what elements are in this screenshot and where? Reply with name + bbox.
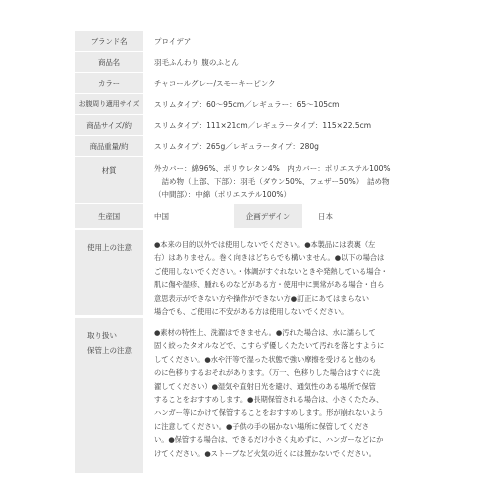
note-line: 固く絞ったタオルなどで、こすらず優しくたたいて汚れを落とすように xyxy=(154,341,385,351)
note-line: 意思表示ができない方や操作ができない方●訂正にあてはまらない xyxy=(154,293,369,303)
spec-row-material xyxy=(75,157,405,204)
spec-row-origin xyxy=(75,204,405,229)
note-line: してください。●水や汗等で湿った状態で強い摩擦を受けると他のも xyxy=(154,354,377,364)
care-notes-label xyxy=(75,318,143,473)
care-notes-text xyxy=(143,318,405,473)
spec-row-waist xyxy=(75,94,405,115)
spec-label: お腹周り適用サイズ xyxy=(75,94,143,114)
spec-label: 生産国 xyxy=(75,204,143,228)
note-line: ●本来の目的以外では使用しないでください。●本製品には表裏（左 xyxy=(154,240,376,249)
spec-value: チャコールグレー/スモーキーピンク xyxy=(143,73,405,93)
note-line: けてください。●ストーブなど火気の近くには置かないでください。 xyxy=(154,448,376,458)
note-line: い。●保管する場合は、できるだけ小さく丸めずに、ハンガーなどにか xyxy=(154,435,384,445)
spec-label: 商品名 xyxy=(75,52,143,72)
care-label-line: 保管上の注意 xyxy=(87,346,132,355)
note-line: 場合でも、ご使用に不安がある方は使用しないでください。 xyxy=(154,307,349,317)
spec-label: 商品重量/約 xyxy=(75,136,143,156)
material-line: （中間部）：中綿（ポリエステル100%） xyxy=(154,190,292,199)
spec-value: スリムタイプ：111×21cm／レギュラータイプ：115×22.5cm xyxy=(143,115,405,135)
note-line: 肌に傷や湿疹、腫れものなどがある方・使用中に異常がある場合・自ら xyxy=(154,280,385,290)
note-line: に注意してください。●子供の手の届かない場所に保管してくださ xyxy=(154,421,369,431)
spec-value: 羽毛ふんわり 腹のふとん xyxy=(143,52,405,72)
spec-value: 中国 xyxy=(154,211,169,221)
note-line: のに色移りするおそれがあります。（万一、色移りした場合はすぐに洗 xyxy=(154,368,381,378)
note-line: 濯してください）●湿気や直射日光を避け、通気性のある場所で保管 xyxy=(154,381,376,391)
usage-notes-label: 使用上の注意 xyxy=(75,230,143,315)
note-line: ハンガー等にかけて保管することをおすすめします。形が崩れないよう xyxy=(154,408,384,418)
care-label-line: 取り扱い xyxy=(87,331,117,340)
material-line: 外カバー：綿96%、ポリウレタン4% 内カバー：ポリエステル100% xyxy=(154,164,391,173)
spec-label: 企画デザイン xyxy=(234,204,302,228)
material-line: 詰め物（上部、下部）：羽毛（ダウン50%、フェザー50%） 詰め物 xyxy=(154,177,390,186)
note-line: ●素材の特性上、洗濯はできません。●汚れた場合は、水に濡らして xyxy=(154,328,376,337)
spec-value: プロイデア xyxy=(143,31,405,51)
spec-value: スリムタイプ：60〜95cm／レギュラー：65〜105cm xyxy=(143,94,405,114)
spec-table xyxy=(75,31,405,229)
usage-notes xyxy=(75,230,405,315)
spec-row-color xyxy=(75,73,405,94)
note-line: 右）はありません。巻く向きはどちらでも構いません。●以下の場合は xyxy=(154,253,385,263)
note-line: することをおすすめします。●長期保管される場合は、小さくたたみ、 xyxy=(154,395,384,405)
care-notes xyxy=(75,318,405,473)
spec-value: スリムタイプ：265g／レギュラータイプ：280g xyxy=(143,136,405,156)
spec-label: カラー xyxy=(75,73,143,93)
spec-row-size xyxy=(75,115,405,136)
spec-row-product xyxy=(75,52,405,73)
spec-label: 商品サイズ/約 xyxy=(75,115,143,135)
usage-notes-text xyxy=(143,230,405,315)
spec-label: ブランド名 xyxy=(75,31,143,51)
spec-row-brand xyxy=(75,31,405,52)
spec-value: 日本 xyxy=(318,211,333,221)
spec-value xyxy=(143,157,405,203)
spec-label: 材質 xyxy=(75,157,143,203)
spec-row-weight xyxy=(75,136,405,157)
note-line: ご使用しないでください。・体調がすぐれないときや発熱している場合・ xyxy=(154,266,388,276)
